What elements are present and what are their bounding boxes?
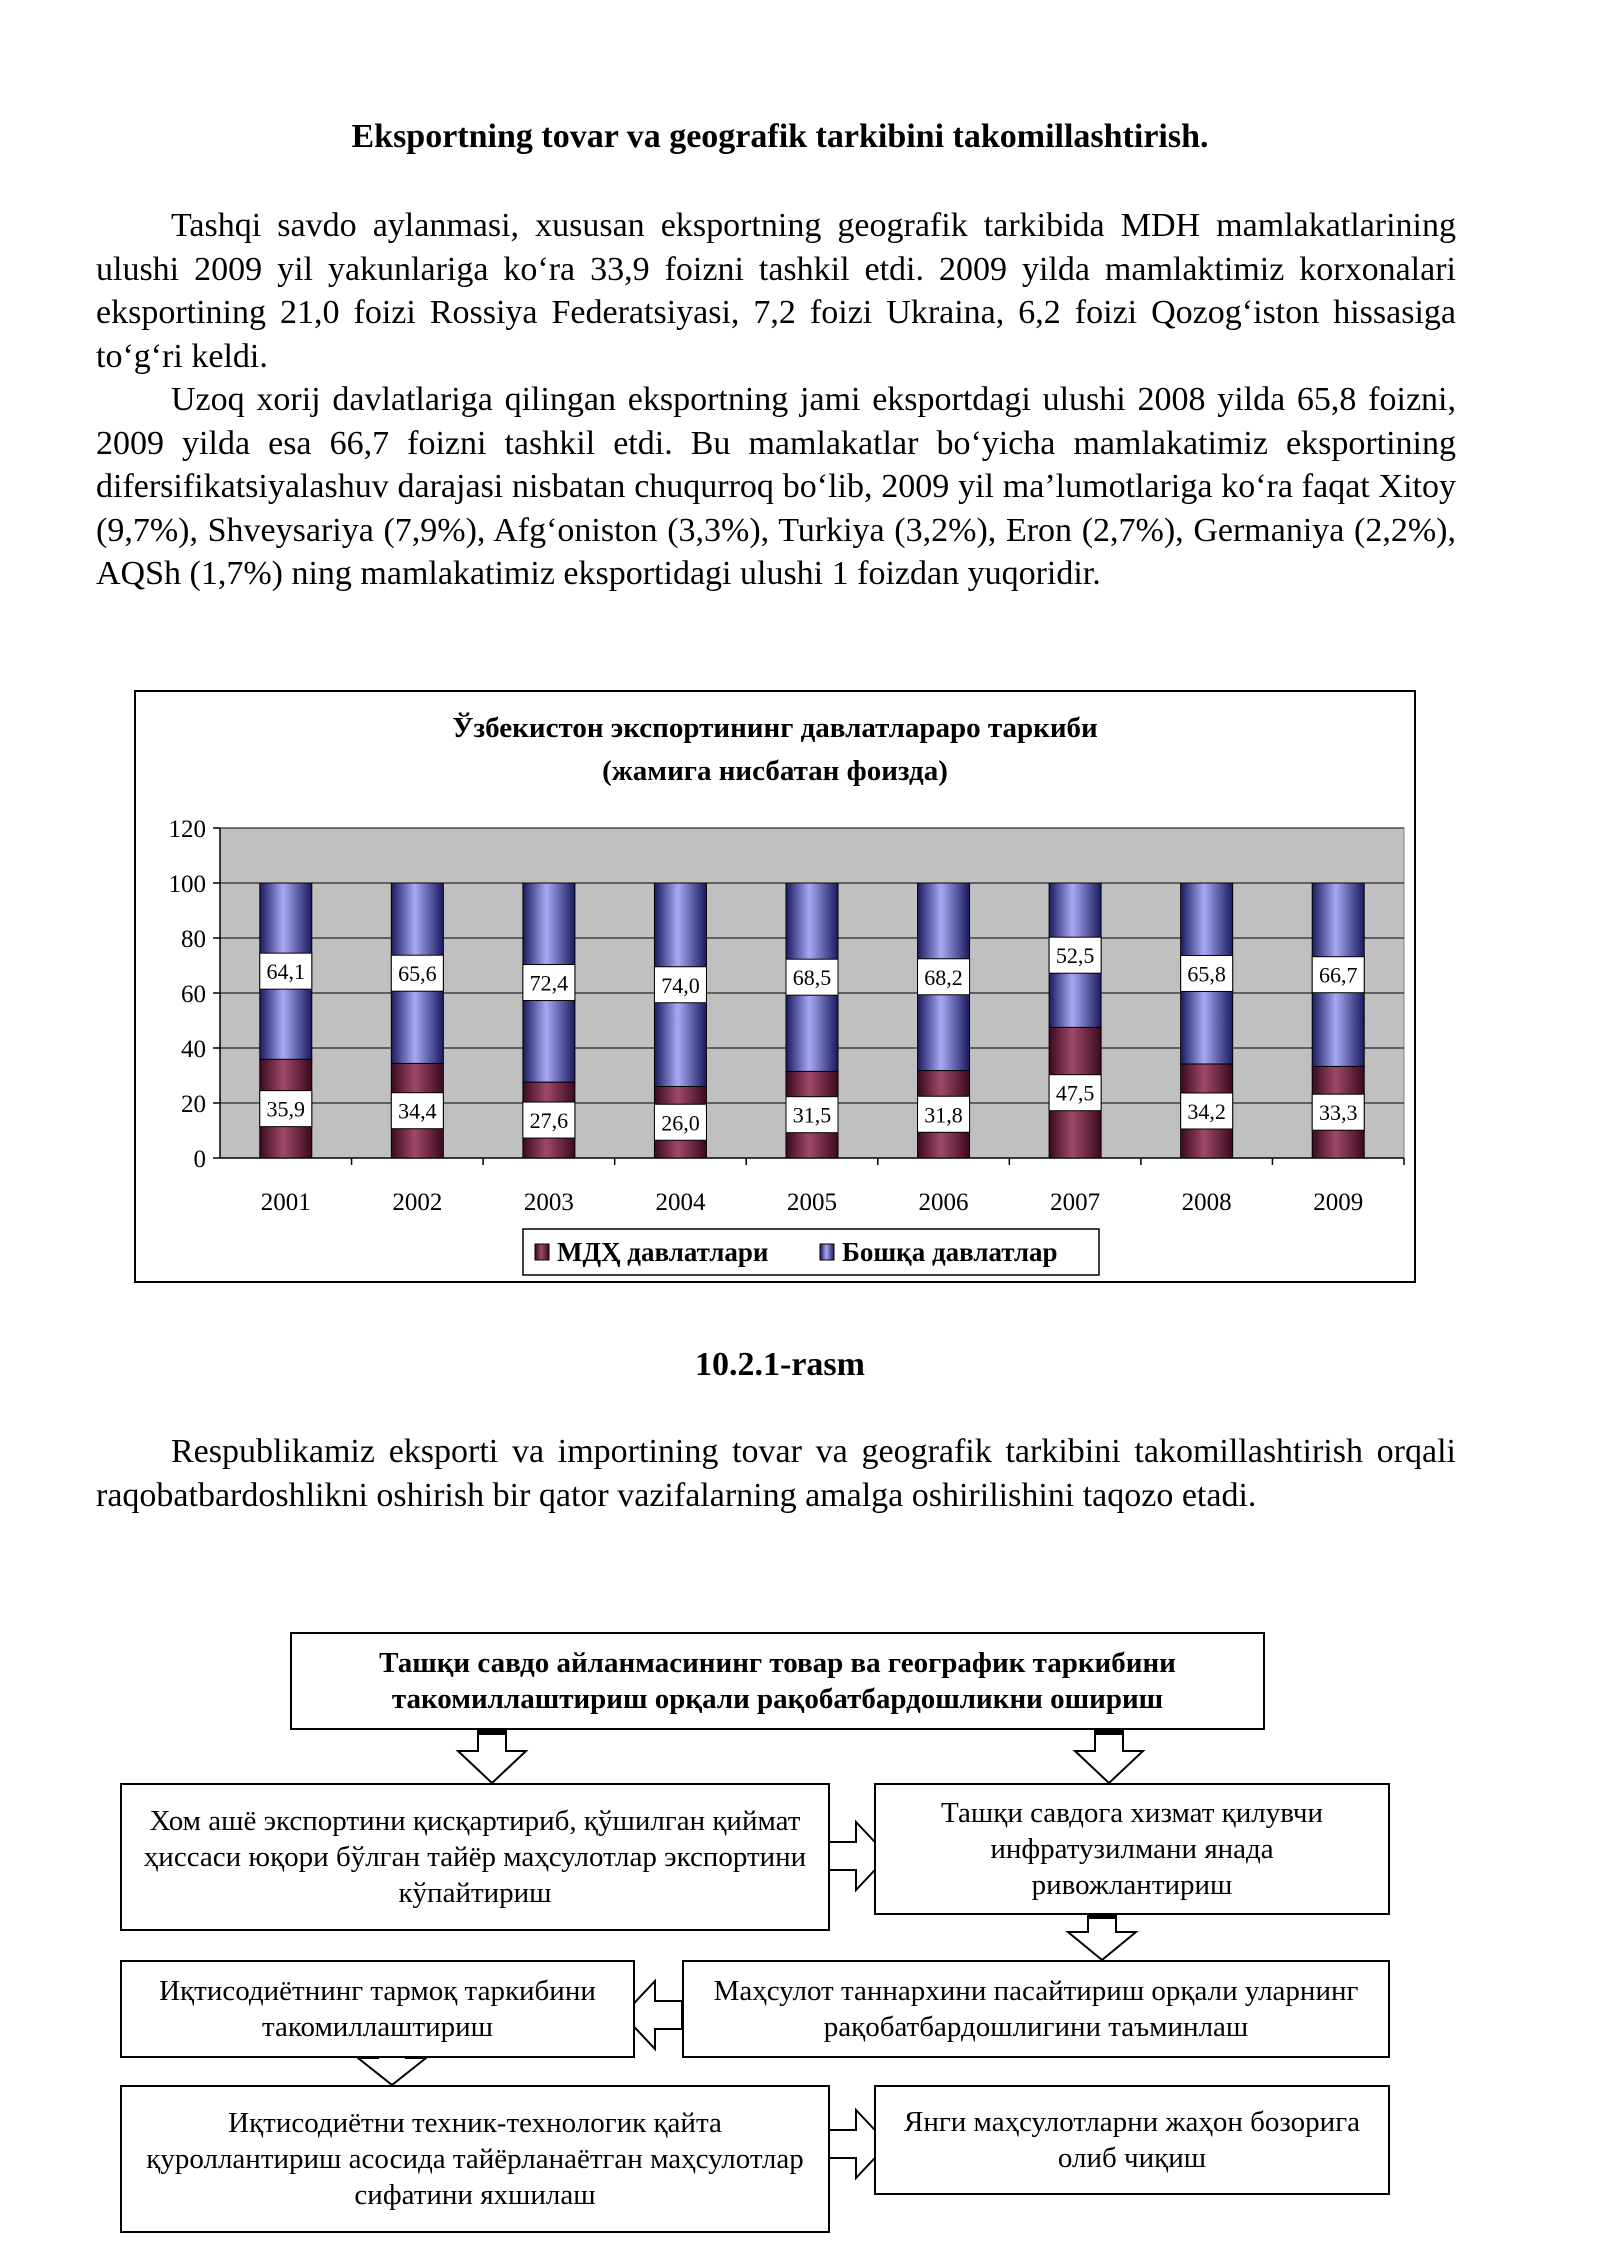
page-heading: Eksportning tovar va geografik tarkibini takomillashtirish.	[351, 118, 1209, 155]
x-tick-label: 2005	[787, 1189, 837, 1216]
data-label: 65,8	[1187, 961, 1226, 987]
data-label: 64,1	[266, 959, 306, 985]
paragraph-2: Uzoq xorij davlatlariga qilingan eksportning jami eksportdagi ulushi 2008 yilda 65,8 foizni, 2009 yilda esa 66,7 foizni tashkil etdi. Bu mamlakatlar bo‘yicha mamlakatimiz eksportining difersifikatsiyalashuv darajasi nisbatan chuqurroq bo‘lib, 2009 yil ma’lumotlariga ko‘ra faqat Xitoy (9,7%), Shveysariya (7,9%), Afg‘oniston (3,3%), Turkiya (3,2%), Eron (2,7%), Germaniya (2,2%), AQSh (1,7%) ning mamlakatimiz eksportidagi ulushi 1 foizdan yuqoridir.	[96, 381, 1456, 592]
data-label: 31,8	[924, 1102, 963, 1128]
y-tick-label: 0	[193, 1146, 206, 1173]
x-tick-label: 2003	[523, 1189, 574, 1216]
data-label: 66,7	[1318, 962, 1358, 988]
legend-label: Бошқа давлатлар	[842, 1237, 1058, 1267]
data-label: 65,6	[398, 961, 437, 987]
data-label: 31,5	[792, 1102, 832, 1128]
paragraph-1: Tashqi savdo aylanmasi, xususan eksportning geografik tarkibida MDH mamlakatlarining ulushi 2009 yil yakunlariga ko‘ra 33,9 foizni tashkil etdi. 2009 yilda mamlaktimiz korxonalari eksportining 21,0 foizi Rossiya Federatsiyasi, 7,2 foizi Ukraina, 6,2 foizi Qozog‘iston hissasiga to‘g‘ri keldi.	[96, 207, 1456, 375]
data-label: 52,5	[1055, 943, 1095, 969]
y-tick-label: 40	[181, 1036, 206, 1063]
data-label: 68,2	[924, 964, 963, 990]
flow-box-sector-structure: Иқтисодиётнинг тармоқ таркибини такомиллаштириш	[120, 1960, 635, 2058]
flow-box-quality-improvement: Иқтисодиётни техник-технологик қайта қуроллантириш асосида тайёрланаётган маҳсулотлар сифатини яхшилаш	[120, 2085, 830, 2233]
chart-subtitle: (жамига нисбатан фоизда)	[602, 755, 948, 787]
x-tick-label: 2002	[392, 1189, 443, 1216]
down-arrow-icon	[1075, 1731, 1143, 1783]
data-label: 68,5	[792, 965, 832, 991]
down-arrow-icon	[1068, 1915, 1136, 1960]
x-tick-label: 2007	[1050, 1189, 1101, 1216]
x-tick-label: 2006	[918, 1189, 969, 1216]
x-tick-label: 2009	[1313, 1189, 1364, 1216]
x-tick-label: 2001	[260, 1189, 311, 1216]
data-label: 27,6	[529, 1108, 569, 1134]
data-label: 33,3	[1318, 1100, 1358, 1126]
data-label: 34,4	[398, 1098, 437, 1124]
y-tick-label: 60	[181, 981, 206, 1008]
data-label: 74,0	[661, 972, 700, 998]
legend-label: МДҲ давлатлари	[557, 1237, 769, 1267]
flow-box-new-products: Янги маҳсулотларни жаҳон бозорига олиб чиқиш	[874, 2085, 1390, 2195]
y-tick-label: 80	[181, 926, 206, 953]
paragraph-3: Respublikamiz eksporti va importining tovar va geografik tarkibini takomillashtirish orqali raqobatbardoshlikni oshirish bir qator vazifalarning amalga oshirilishini taqozo etadi.	[96, 1433, 1456, 1514]
flow-box-infrastructure: Ташқи савдога хизмат қилувчи инфратузилмани янада ривожлантириш	[874, 1783, 1390, 1915]
data-label: 35,9	[266, 1096, 306, 1122]
figure-caption: 10.2.1-rasm	[695, 1346, 865, 1383]
y-tick-label: 120	[168, 816, 206, 843]
flow-box-raw-materials: Хом ашё экспортини қисқартириб, қўшилган қиймат ҳиссаси юқори бўлган тайёр маҳсулотлар экспортини кўпайтириш	[120, 1783, 830, 1931]
flow-box-main-goal: Ташқи савдо айланмасининг товар ва географик таркибини такомиллаштириш орқали рақобатбардошликни ошириш	[290, 1632, 1265, 1730]
data-label: 72,4	[529, 970, 569, 996]
y-tick-label: 20	[181, 1091, 206, 1118]
data-label: 34,2	[1187, 1098, 1226, 1124]
data-label: 47,5	[1055, 1080, 1095, 1106]
x-tick-label: 2004	[655, 1189, 706, 1216]
flow-box-cost-reduction: Маҳсулот таннархини пасайтириш орқали уларнинг рақобатбардошлигини таъминлаш	[682, 1960, 1390, 2058]
chart-title: Ўзбекистон экспортининг давлатлараро таркиби	[452, 712, 1098, 744]
x-tick-label: 2008	[1181, 1189, 1232, 1216]
y-tick-label: 100	[168, 871, 206, 898]
data-label: 26,0	[661, 1110, 700, 1136]
down-arrow-icon	[458, 1731, 526, 1783]
